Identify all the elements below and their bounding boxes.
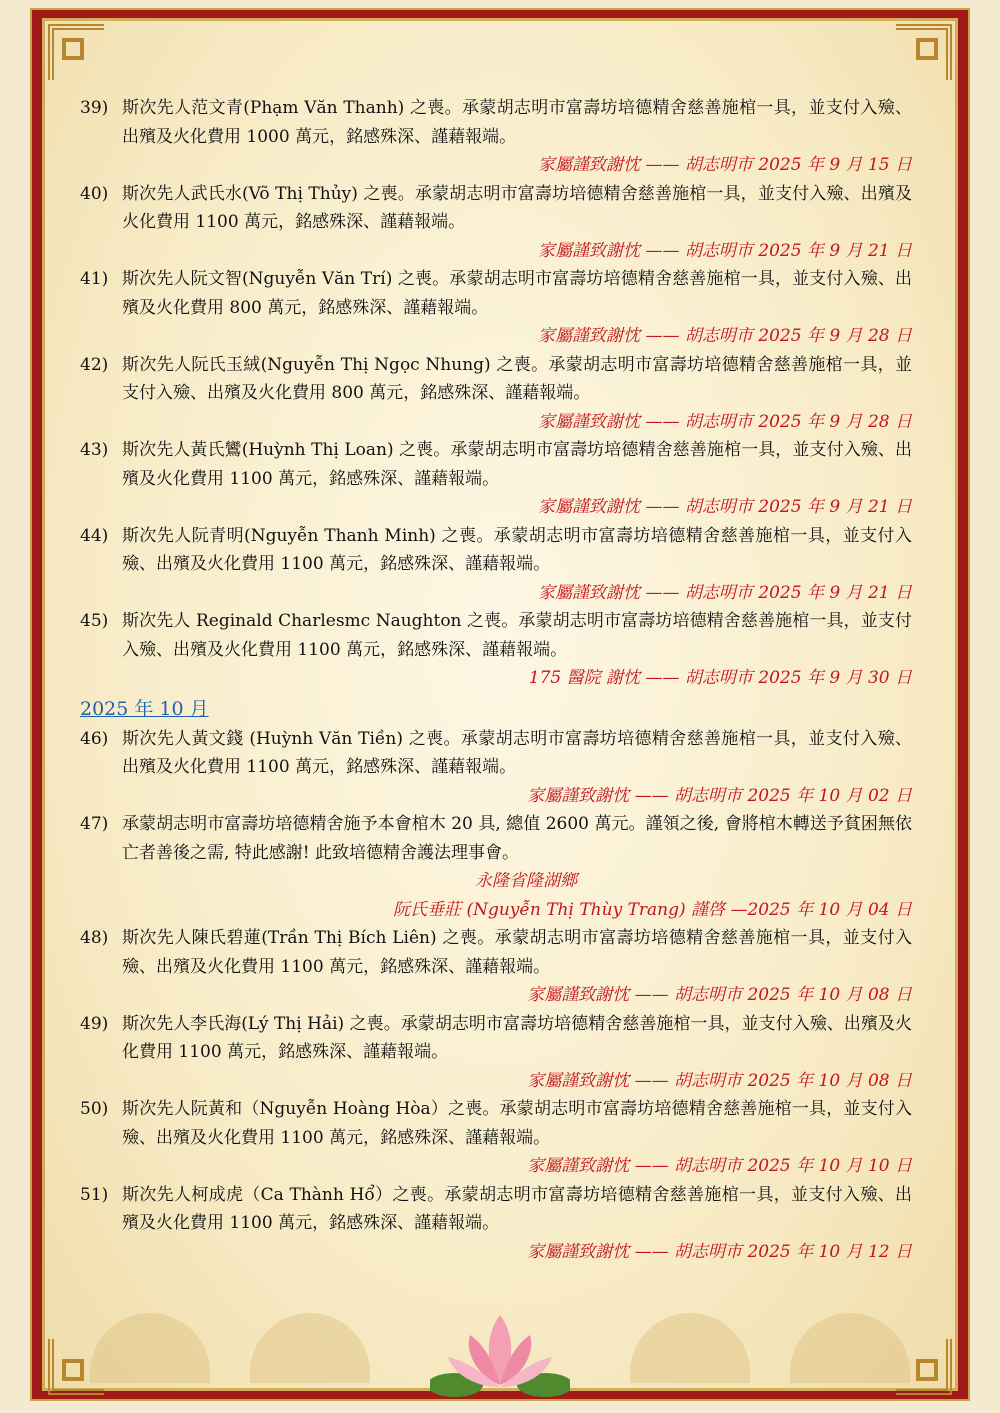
entry-number: 48)	[80, 928, 109, 948]
entry-number: 51)	[80, 1184, 109, 1205]
content-column	[80, 94, 912, 1266]
entry-signature: 阮氏垂莊 (Nguyễn Thị Thùy Trang) 謹啓 —2025 年 10 月 04 日	[393, 899, 912, 920]
notice-entry	[80, 924, 912, 981]
notice-entry	[80, 94, 912, 151]
entry-number: 41)	[80, 269, 109, 289]
entry-number: 43)	[80, 440, 109, 460]
entry-text: 斯次先人阮氏玉絨(Nguyễn Thị Ngọc Nhung) 之喪。承蒙胡志明市富壽坊培德精舍慈善施棺一具，並支付入殮、出殯及火化費用 800 萬元，銘感殊深、謹藉報端。	[122, 354, 912, 403]
notice-entry	[80, 436, 912, 493]
entry-place: 永隆省隆湖鄉	[475, 871, 577, 891]
entry-signature: 175 醫院 謝忱 —— 胡志明市 2025 年 9 月 30 日	[528, 668, 912, 688]
month-heading: 2025 年 10 月	[80, 697, 209, 720]
notice-entry	[80, 1095, 912, 1152]
entry-number: 39)	[80, 98, 109, 118]
entry-text: 斯次先人阮青明(Nguyễn Thanh Minh) 之喪。承蒙胡志明市富壽坊培德精舍慈善施棺一具，並支付入殮、出殯及火化費用 1100 萬元，銘感殊深、謹藉報端。	[122, 525, 912, 574]
entry-text: 斯次先人范文青(Phạm Văn Thanh) 之喪。承蒙胡志明市富壽坊培德精舍慈善施棺一具，並支付入殮、出殯及火化費用 1000 萬元，銘感殊深、謹藉報端。	[122, 98, 912, 147]
entry-text: 承蒙胡志明市富壽坊培德精舍施予本會棺木 20 具, 總值 2600 萬元。謹領之後, 會將棺木轉送予貧困無依亡者善後之需, 特此感謝! 此致培德精舍護法理事會。	[122, 814, 912, 863]
entry-signature: 家屬謹致謝忱 —— 胡志明市 2025 年 10 月 08 日	[527, 1070, 912, 1091]
notice-entry	[80, 810, 912, 867]
notice-entry	[80, 522, 912, 579]
notice-entry	[80, 265, 912, 322]
entry-number: 42)	[80, 354, 109, 375]
entry-text: 斯次先人李氏海(Lý Thị Hải) 之喪。承蒙胡志明市富壽坊培德精舍慈善施棺一具，並支付入殮、出殯及火化費用 1100 萬元，銘感殊深、謹藉報端。	[122, 1013, 912, 1062]
entry-signature: 家屬謹致謝忱 —— 胡志明市 2025 年 9 月 21 日	[538, 240, 912, 261]
greek-key-corner-icon	[896, 24, 952, 80]
entry-text: 斯次先人柯成虎（Ca Thành Hổ）之喪。承蒙胡志明市富壽坊培德精舍慈善施棺一具，並支付入殮、出殯及火化費用 1100 萬元，銘感殊深、謹藉報端。	[122, 1184, 912, 1233]
entry-signature: 家屬謹致謝忱 —— 胡志明市 2025 年 9 月 28 日	[538, 326, 912, 346]
entry-text: 斯次先人阮黃和（Nguyễn Hoàng Hòa）之喪。承蒙胡志明市富壽坊培德精舍慈善施棺一具，並支付入殮、出殯及火化費用 1100 萬元，銘感殊深、謹藉報端。	[122, 1099, 912, 1148]
entry-text: 斯次先人陳氏碧蓮(Trần Thị Bích Liên) 之喪。承蒙胡志明市富壽坊培德精舍慈善施棺一具，並支付入殮、出殯及火化費用 1100 萬元，銘感殊深、謹藉報端。	[122, 928, 912, 977]
notice-entry	[80, 1181, 912, 1238]
lotus-flower-icon	[430, 1305, 570, 1400]
entry-number: 40)	[80, 183, 109, 204]
entry-signature: 家屬謹致謝忱 —— 胡志明市 2025 年 9 月 15 日	[538, 155, 912, 175]
entry-text: 斯次先人黃文錢 (Huỳnh Văn Tiền) 之喪。承蒙胡志明市富壽坊培德精舍慈善施棺一具，並支付入殮、出殯及火化費用 1100 萬元，銘感殊深、謹藉報端。	[122, 728, 912, 777]
entry-text: 斯次先人武氏水(Võ Thị Thủy) 之喪。承蒙胡志明市富壽坊培德精舍慈善施棺一具，並支付入殮、出殯及火化費用 1100 萬元，銘感殊深、謹藉報端。	[122, 183, 912, 232]
entry-number: 47)	[80, 814, 109, 834]
entry-list-october	[80, 725, 912, 925]
entry-number: 44)	[80, 525, 109, 546]
entry-signature: 家屬謹致謝忱 —— 胡志明市 2025 年 10 月 08 日	[527, 985, 912, 1005]
entry-signature: 家屬謹致謝忱 —— 胡志明市 2025 年 10 月 02 日	[527, 785, 912, 806]
notice-entry	[80, 725, 912, 782]
entry-signature: 家屬謹致謝忱 —— 胡志明市 2025 年 10 月 12 日	[527, 1241, 912, 1262]
notice-entry	[80, 607, 912, 664]
entry-signature: 家屬謹致謝忱 —— 胡志明市 2025 年 9 月 21 日	[538, 582, 912, 603]
entry-number: 45)	[80, 611, 109, 631]
entry-number: 46)	[80, 728, 109, 749]
entry-list-october-continued	[80, 924, 912, 1266]
entry-signature: 家屬謹致謝忱 —— 胡志明市 2025 年 9 月 28 日	[538, 411, 912, 432]
entry-signature: 家屬謹致謝忱 —— 胡志明市 2025 年 9 月 21 日	[538, 497, 912, 517]
greek-key-corner-icon	[48, 24, 104, 80]
notice-entry	[80, 1010, 912, 1067]
notice-entry	[80, 180, 912, 237]
entry-text: 斯次先人 Reginald Charlesmc Naughton 之喪。承蒙胡志明市富壽坊培德精舍慈善施棺一具，並支付入殮、出殯及火化費用 1100 萬元，銘感殊深、謹藉報端。	[122, 611, 912, 660]
entry-number: 50)	[80, 1099, 109, 1119]
entry-number: 49)	[80, 1013, 109, 1034]
entry-text: 斯次先人黃氏鸞(Huỳnh Thị Loan) 之喪。承蒙胡志明市富壽坊培德精舍慈善施棺一具，並支付入殮、出殯及火化費用 1100 萬元，銘感殊深、謹藉報端。	[122, 440, 912, 489]
notice-entry	[80, 351, 912, 408]
entry-list-september	[80, 94, 912, 693]
entry-signature: 家屬謹致謝忱 —— 胡志明市 2025 年 10 月 10 日	[527, 1156, 912, 1176]
entry-text: 斯次先人阮文智(Nguyễn Văn Trí) 之喪。承蒙胡志明市富壽坊培德精舍慈善施棺一具，並支付入殮、出殯及火化費用 800 萬元，銘感殊深、謹藉報端。	[122, 269, 912, 318]
